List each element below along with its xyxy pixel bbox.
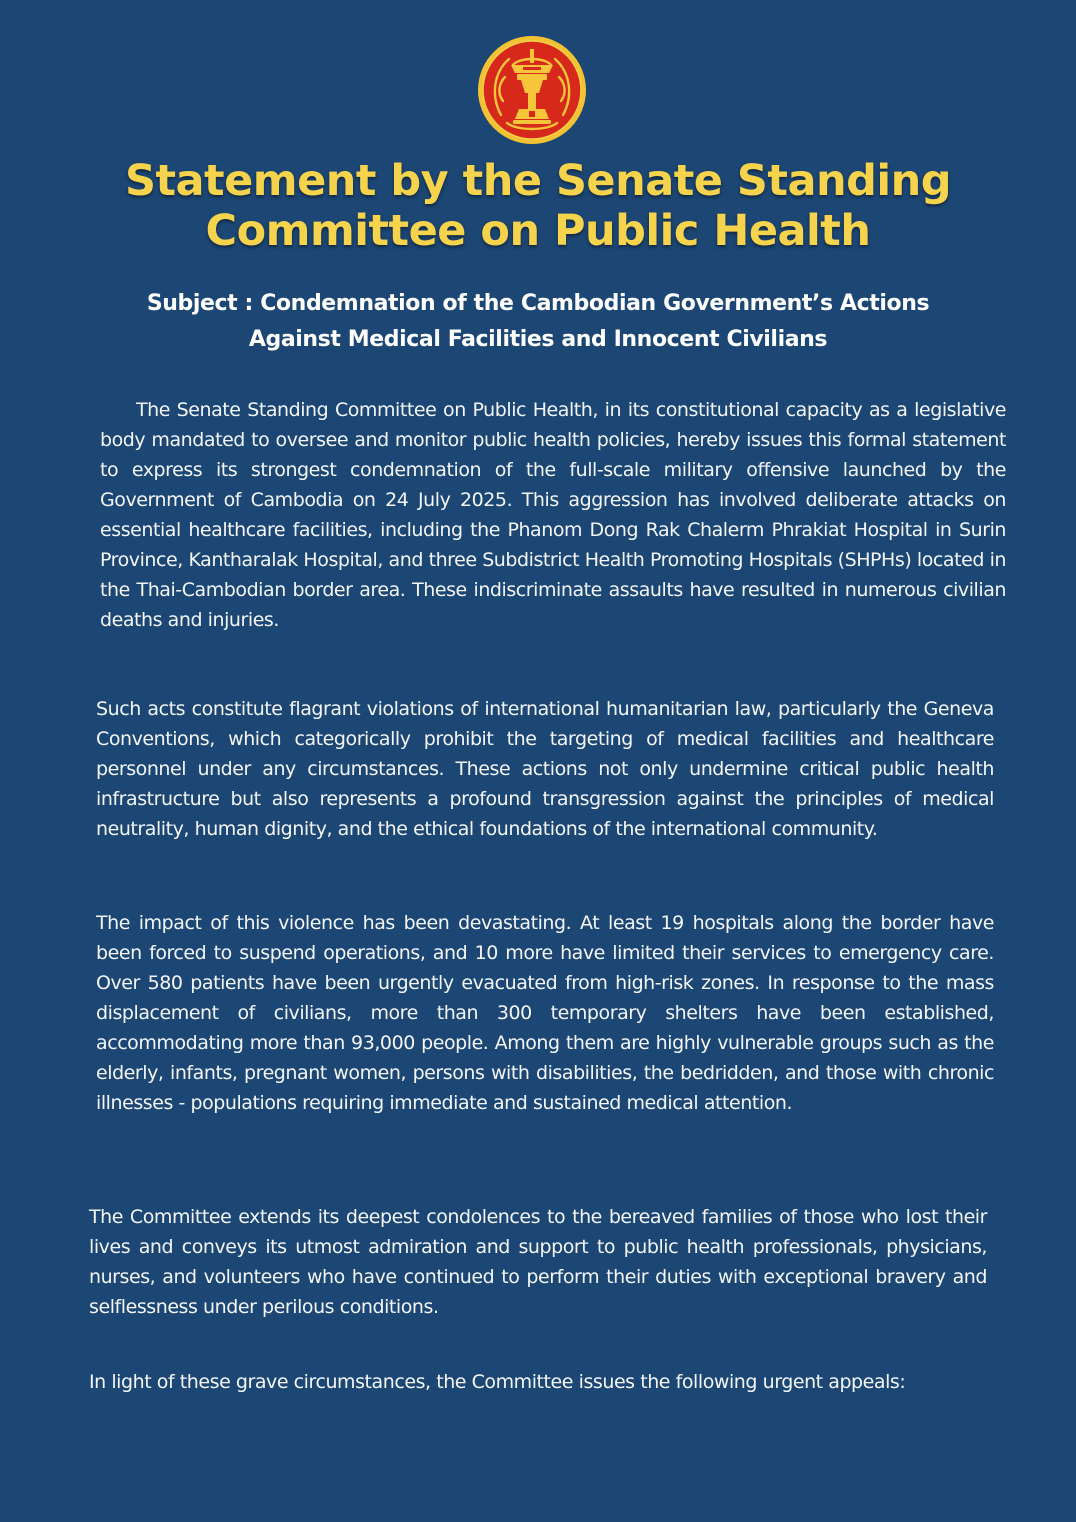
title-line-2: Committee on Public Health <box>205 206 871 256</box>
body-paragraph-3: The impact of this violence has been devastating. At least 19 hospitals along the border have been forced to suspend operations, and 10 more have limited their services to emergency care. Over 580 patients have been urgently evacuated from high-risk zones. In response to the mass displacement of civilians, more than 300 temporary shelters have been established, accommodating more than 93,000 people. Among them are highly vulnerable groups such as the elderly, infants, pregnant women, persons with disabilities, the bedridden, and those with chronic illnesses - populations requiring immediate and sustained medical attention. <box>96 912 994 1114</box>
statement-title <box>60 156 1016 256</box>
body-paragraph-4: The Committee extends its deepest condolences to the bereaved families of those who lost their lives and conveys its utmost admiration and support to public health professionals, physicians, nurses, and volunteers who have continued to perform their duties with exceptional bravery and selflessness under perilous conditions. <box>89 1206 987 1318</box>
parliament-seal-icon <box>477 35 587 145</box>
body-paragraph-1: The Senate Standing Committee on Public Health, in its constitutional capacity as a legislative body mandated to oversee and monitor public health policies, hereby issues this formal statement to express its strongest condemnation of the full-scale military offensive launched by the Government of Cambodia on 24 July 2025. This aggression has involved deliberate attacks on essential healthcare facilities, including the Phanom Dong Rak Chalerm Phrakiat Hospital in Surin Province, Kantharalak Hospital, and three Subdistrict Health Promoting Hospitals (SHPHs) located in the Thai-Cambodian border area. These indiscriminate assaults have resulted in numerous civilian deaths and injuries. <box>100 399 1006 631</box>
subject-line-1: Subject : Condemnation of the Cambodian Government’s Actions <box>146 291 930 316</box>
subject-heading <box>60 286 1016 358</box>
body-paragraph-2: Such acts constitute flagrant violations of international humanitarian law, particularly the Geneva Conventions, which categorically prohibit the targeting of medical facilities and healthcare personnel under any circumstances. These actions not only undermine critical public health infrastructure but also represents a profound transgression against the principles of medical neutrality, human dignity, and the ethical foundations of the international community. <box>96 698 994 840</box>
title-line-1: Statement by the Senate Standing <box>125 156 951 206</box>
subject-line-2: Against Medical Facilities and Innocent Civilians <box>248 327 828 352</box>
body-paragraph-5: In light of these grave circumstances, the Committee issues the following urgent appeals: <box>89 1371 906 1393</box>
